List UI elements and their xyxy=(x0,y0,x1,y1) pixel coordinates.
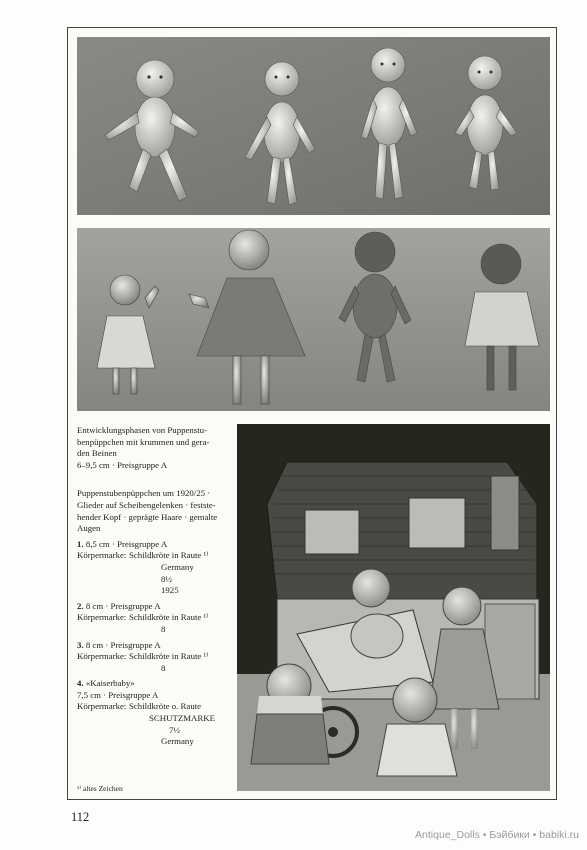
mark-extra: 8½ xyxy=(161,573,172,584)
photo-dollhouse-scene xyxy=(237,424,550,791)
page-frame xyxy=(67,27,557,800)
mark-text: Schildkröte in Raute ¹⁾ xyxy=(129,550,209,561)
caption-line: den Beinen xyxy=(77,448,117,459)
caption-line: benpüppchen mit krummen und gera- xyxy=(77,436,210,447)
caption-line: Glieder auf Scheibengelenken · festste- xyxy=(77,499,216,510)
entry-number: 2. xyxy=(77,600,84,611)
caption-line: hender Kopf · geprägte Haare · gemalte xyxy=(77,511,218,522)
mark-text: Schildkröte o. Raute xyxy=(129,701,202,712)
mark-text: Schildkröte in Raute ¹⁾ xyxy=(129,612,209,623)
mark-extra: 8 xyxy=(161,662,166,673)
entry-size: 8 cm · Preisgruppe A xyxy=(85,639,161,650)
caption-line: Augen xyxy=(77,523,101,534)
mark-extra: Germany xyxy=(161,736,194,747)
doll-entry-3 xyxy=(77,640,233,675)
entry-size: 8 cm · Preisgruppe A xyxy=(85,600,161,611)
mark-label: Körpermarke: xyxy=(77,612,127,623)
mark-extra: 1925 xyxy=(161,585,179,596)
mark-label: Körpermarke: xyxy=(77,550,127,561)
entry-size: 7,5 cm · Preisgruppe A xyxy=(77,689,159,700)
entry-number: 4. xyxy=(77,678,84,689)
caption-line: Puppenstubenpüppchen um 1920/25 · xyxy=(77,488,211,499)
entry-size: 8,5 cm · Preisgruppe A xyxy=(85,538,168,549)
doll-entry-2 xyxy=(77,601,233,636)
mark-text: Schildkröte in Raute ¹⁾ xyxy=(129,651,209,662)
photo-naked-dolls xyxy=(77,37,550,215)
footnote: ¹⁾ altes Zeichen xyxy=(77,784,123,793)
caption-block xyxy=(77,425,233,748)
doll-entry-4 xyxy=(77,678,233,748)
mark-label: Körpermarke: xyxy=(77,701,127,712)
watermark: Antique_Dolls • Бэйбики • babiki.ru xyxy=(415,829,579,841)
mark-extra: 7½ xyxy=(169,724,180,735)
caption-line: Entwicklungsphasen von Puppenstu- xyxy=(77,425,207,435)
mark-extra: 8 xyxy=(161,623,166,634)
page-number: 112 xyxy=(71,810,90,824)
mark-label: Körpermarke: xyxy=(77,651,127,662)
entry-number: 1. xyxy=(77,538,84,549)
entry-title: «Kaiserbaby» xyxy=(85,678,135,689)
caption-line: 6–9,5 cm · Preisgruppe A xyxy=(77,459,168,470)
entry-number: 3. xyxy=(77,639,84,650)
mark-extra: Germany xyxy=(161,561,194,572)
doll-entry-1 xyxy=(77,539,233,597)
mark-extra: SCHUTZMARKE xyxy=(149,713,215,724)
photo-dressed-dolls xyxy=(77,228,550,411)
